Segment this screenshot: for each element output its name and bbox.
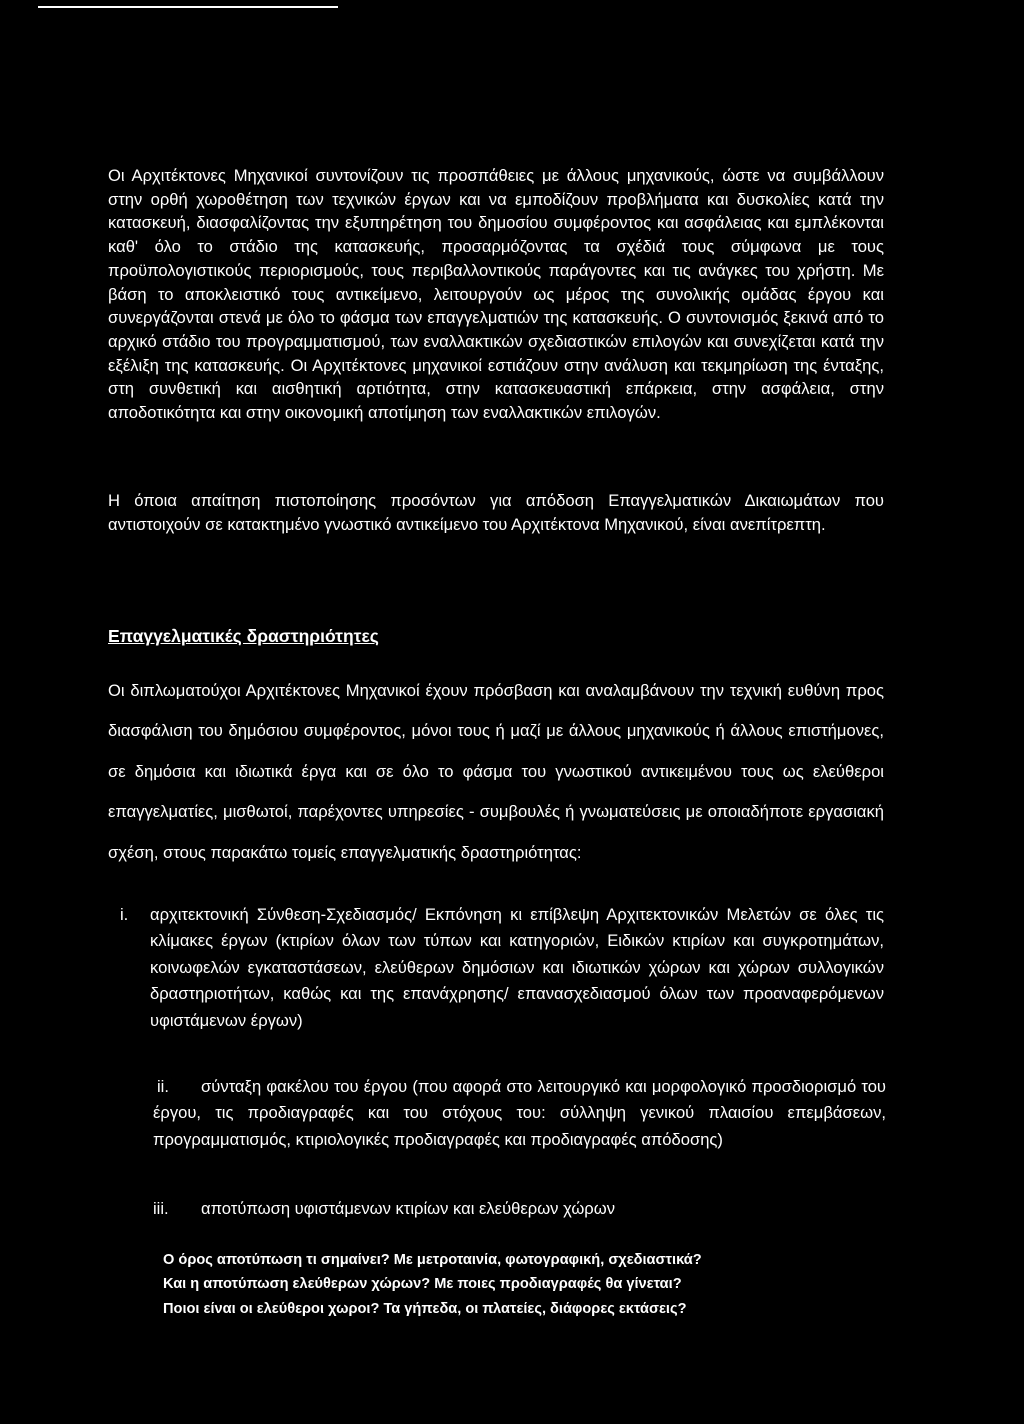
- section-heading: Επαγγελματικές δραστηριότητες: [108, 626, 379, 646]
- paragraph-text: Οι διπλωματούχοι Αρχιτέκτονες Μηχανικοί έχουν πρόσβαση και αναλαμβάνουν την τεχνική ευθύνη προς διασφάλιση του δημόσιου συμφέροντος, μόνοι τους ή μαζί με άλλους μηχανικούς ή άλλους επιστήμονες, σε δημόσια και ιδιωτικά έργα και σε όλο το φάσμα του γνωστικού αντικειμένου τους ως ελεύθεροι επαγγελματίες, μισθωτοί, παρέχοντες υπηρεσίες - συμβουλές ή γνωματεύσεις με οποιαδήποτε εργασιακή σχέση, στους παρακάτω τομείς επαγγελματικής δραστηριότητας:: [108, 680, 884, 862]
- paragraph-text: Η όποια απαίτηση πιστοποίησης προσόντων για απόδοση Επαγγελματικών Δικαιωμάτων που αντιστοιχούν σε κατακτημένο γνωστικό αντικείμενο του Αρχιτέκτονα Μηχανικού, είναι ανεπίτρεπτη.: [108, 491, 884, 534]
- list-item-number: iii.: [153, 1199, 169, 1218]
- paragraph-architects-coordination: [108, 164, 884, 425]
- list-item-text: αρχιτεκτονική Σύνθεση-Σχεδιασμός/ Εκπόνηση κι επίβλεψη Αρχιτεκτονικών Μελετών σε όλες τις κλίμακες έργων (κτιρίων όλων των τύπων και κατηγοριών, Ειδικών κτιρίων και συγκροτημάτων, κοινωφελών εγκαταστάσεων, ελεύθερων δημόσιων και ιδιωτικών χώρων και χώρων συλλογικών δραστηριοτήτων, καθώς και της επανάχρησης/ επανασχεδιασμού όλων των προαναφερόμενων υφιστάμενων έργων): [150, 905, 884, 1030]
- top-rule: [38, 6, 338, 8]
- note-line: Ποιοι είναι οι ελεύθεροι χωροι? Τα γήπεδα, οι πλατείες, διάφορες εκτάσεις?: [163, 1300, 687, 1317]
- paragraph-certification: [108, 489, 884, 536]
- paragraph-text: Οι Αρχιτέκτονες Μηχανικοί συντονίζουν τις προσπάθειες με άλλους μηχανικούς, ώστε να συμβάλλουν στην ορθή χωροθέτηση των τεχνικών έργων και να εμποδίζουν προβλήματα και δυσκολίες κατά την κατασκευή, διασφαλίζοντας την εξυπηρέτηση του δημοσίου συμφέροντος και ασφάλειας και εμπλέκονται καθ' όλο το στάδιο της κατασκευής, προσαρμόζοντας τα σχέδιά τους σύμφωνα με τους προϋπολογιστικούς περιορισμούς, τους περιβαλλοντικούς παράγοντες και τις ανάγκες του χρήστη. Με βάση το αποκλειστικό τους αντικείμενο, λειτουργούν ως μέρος της συνολικής ομάδας έργου και συνεργάζονται στενά με όλο το φάσμα των επαγγελματιών της κατασκευής. Ο συντονισμός ξεκινά από το αρχικό στάδιο του προγραμματισμού, των εναλλακτικών σχεδιαστικών επιλογών και συνεχίζεται κατά την εξέλιξη της κατασκευής. Οι Αρχιτέκτονες μηχανικοί εστιάζουν στην ανάλυση και τεκμηρίωση της ένταξης, στη συνθετική και αισθητική αρτιότητα, στην κατασκευαστική επάρκεια, στην ασφάλεια, στην αποδοτικότητα και στην οικονομική αποτίμηση των εναλλακτικών επιλογών.: [108, 166, 884, 423]
- note-line: Και η αποτύπωση ελεύθερων χώρων? Με ποιες προδιαγραφές θα γίνεται?: [163, 1276, 682, 1293]
- list-item-text: σύνταξη φακέλου του έργου (που αφορά στο λειτουργικό και μορφολογικό προσδιορισμό του έργου, τις προδιαγραφές και του στόχους του: σύλληψη γενικού πλαισίου επεμβάσεων, προγραμματισμός, κτιριολογικές προδιαγραφές και προδιαγραφές απόδοσης): [153, 1077, 886, 1149]
- note-line: Ο όρος αποτύπωση τι σημαίνει? Με μετροταινία, φωτογραφική, σχεδιαστικά?: [163, 1252, 702, 1268]
- list-item-number: i.: [120, 905, 129, 924]
- list-item-text: αποτύπωση υφιστάμενων κτιρίων και ελεύθερων χώρων: [201, 1199, 615, 1218]
- paragraph-professional-activities: [108, 654, 884, 890]
- annotation-notes: [163, 1248, 702, 1321]
- list-item-number: ii.: [157, 1077, 169, 1096]
